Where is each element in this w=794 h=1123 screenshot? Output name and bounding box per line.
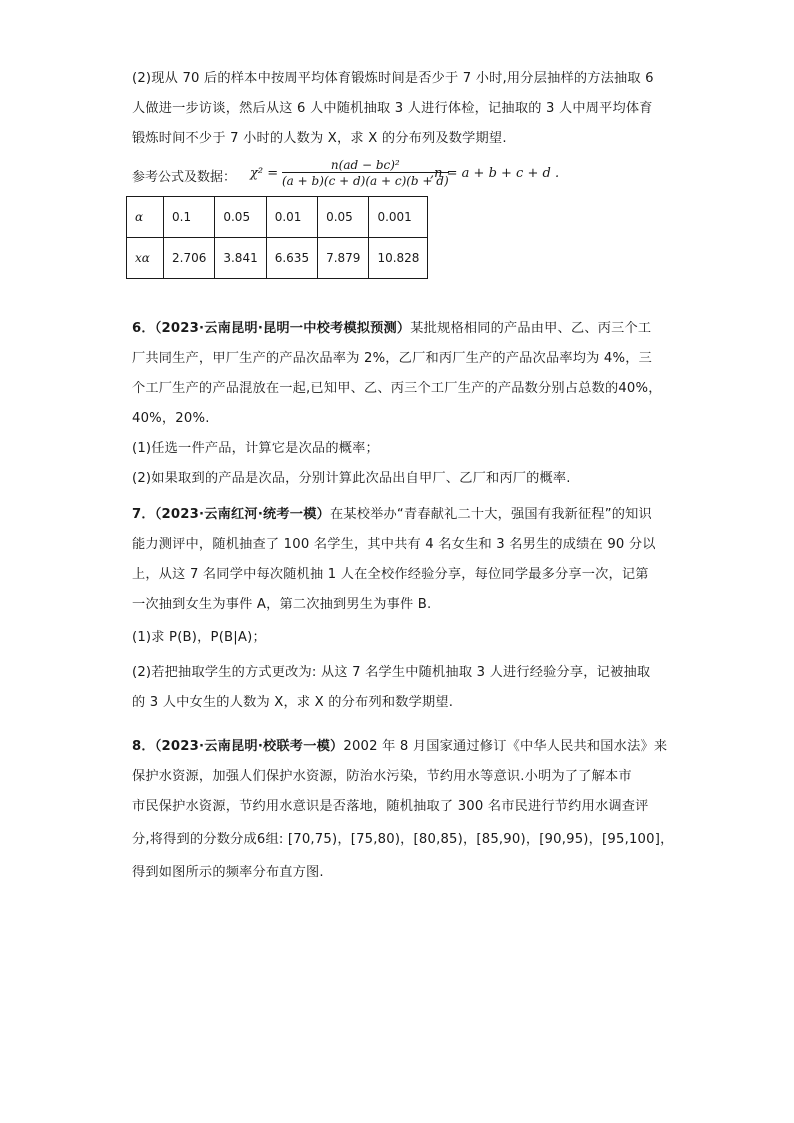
text-line: 的 3 人中女生的人数为 X，求 X 的分布列和数学期望. [132, 695, 454, 710]
text-line: 一次抽到女生为事件 A，第二次抽到男生为事件 B. [132, 597, 432, 612]
question-7 [132, 500, 672, 718]
sub-question: (2)如果取到的产品是次品，分别计算此次品出自甲厂、乙厂和丙厂的概率. [132, 471, 571, 486]
table-row [127, 197, 428, 238]
text-span: 在某校举办“青春献礼二十大，强国有我新征程”的知识 [329, 507, 652, 522]
text-span: 2002 年 8 月国家通过修订《中华人民共和国水法》来 [343, 739, 668, 754]
question-8 [132, 732, 672, 888]
question-number: 6． [132, 321, 155, 336]
table-cell: 10.828 [369, 238, 428, 279]
question-source: （2023·云南昆明·昆明一中校考模拟预测） [154, 321, 411, 336]
text-line [132, 732, 672, 762]
table-row [127, 238, 428, 279]
table-cell: 0.001 [369, 197, 428, 238]
text-line: 市民保护水资源，节约用水意识是否落地，随机抽取了 300 名市民进行节约用水调查评 [132, 799, 649, 814]
table-cell: 7.879 [318, 238, 369, 279]
text-line: 锻炼时间不少于 7 小时的人数为 X，求 X 的分布列及数学期望. [132, 131, 507, 146]
text-line [132, 314, 672, 344]
text-line: 上，从这 7 名同学中每次随机抽 1 人在全校作经验分享，每位同学最多分享一次，记第 [132, 567, 649, 582]
table-cell: 6.635 [266, 238, 317, 279]
table-cell: 0.05 [215, 197, 266, 238]
text-line: 保护水资源，加强人们保护水资源，防治水污染，节约用水等意识.小明为了了解本市 [132, 769, 632, 784]
formula-fraction [282, 158, 449, 188]
text-line: 40%，20%. [132, 411, 210, 426]
question-6 [132, 314, 672, 494]
critical-value-table [126, 196, 428, 279]
chi-square-symbol: χ² = [250, 166, 279, 181]
question-number: 7． [132, 507, 155, 522]
question-source: （2023·云南昆明·校联考一模） [154, 739, 344, 754]
question-number: 8． [132, 739, 155, 754]
sub-question: (1)任选一件产品，计算它是次品的概率； [132, 441, 379, 456]
formula-tail: ,n = a + b + c + d . [430, 166, 560, 181]
formula-numerator: n(ad − bc)² [330, 158, 400, 172]
table-cell: 0.1 [164, 197, 215, 238]
text-span: 某批规格相同的产品由甲、乙、丙三个工 [410, 321, 652, 336]
table-cell: 2.706 [164, 238, 215, 279]
text-line: (2)现从 70 后的样本中按周平均体育锻炼时间是否少于 7 小时,用分层抽样的方法抽取 6 [132, 71, 654, 86]
text-line: 得到如图所示的频率分布直方图. [132, 865, 324, 880]
text-line [132, 500, 672, 530]
sub-question: (1)求 P(B)，P(B|A)； [132, 630, 266, 645]
sub-question: (2)若把抽取学生的方式更改为: 从这 7 名学生中随机抽取 3 人进行经验分享，记被抽取 [132, 665, 651, 680]
table-cell: 3.841 [215, 238, 266, 279]
table-cell-header: α [127, 197, 164, 238]
formula-denominator: (a + b)(c + d)(a + c)(b + d) [282, 174, 449, 188]
text-line: 能力测评中，随机抽查了 100 名学生，其中共有 4 名女生和 3 名男生的成绩在 90 分以 [132, 537, 656, 552]
table-cell-header: xα [127, 238, 164, 279]
q5-part2 [132, 64, 672, 154]
table-cell: 0.01 [266, 197, 317, 238]
text-line: 人做进一步访谈，然后从这 6 人中随机抽取 3 人进行体检，记抽取的 3 人中周平均体育 [132, 101, 653, 116]
text-line: 厂共同生产，甲厂生产的产品次品率为 2%，乙厂和丙厂生产的产品次品率均为 4%，三 [132, 351, 652, 366]
text-line: 个工厂生产的产品混放在一起,已知甲、乙、丙三个工厂生产的产品数分别占总数的40%， [132, 381, 662, 396]
question-source: （2023·云南红河·统考一模） [154, 507, 330, 522]
text-line: 分,将得到的分数分成6组: [70,75)，[75,80)，[80,85)，[85,90)，[90,95)，[95,100]， [132, 832, 674, 847]
formula-label: 参考公式及数据： [132, 170, 237, 185]
table-cell: 0.05 [318, 197, 369, 238]
